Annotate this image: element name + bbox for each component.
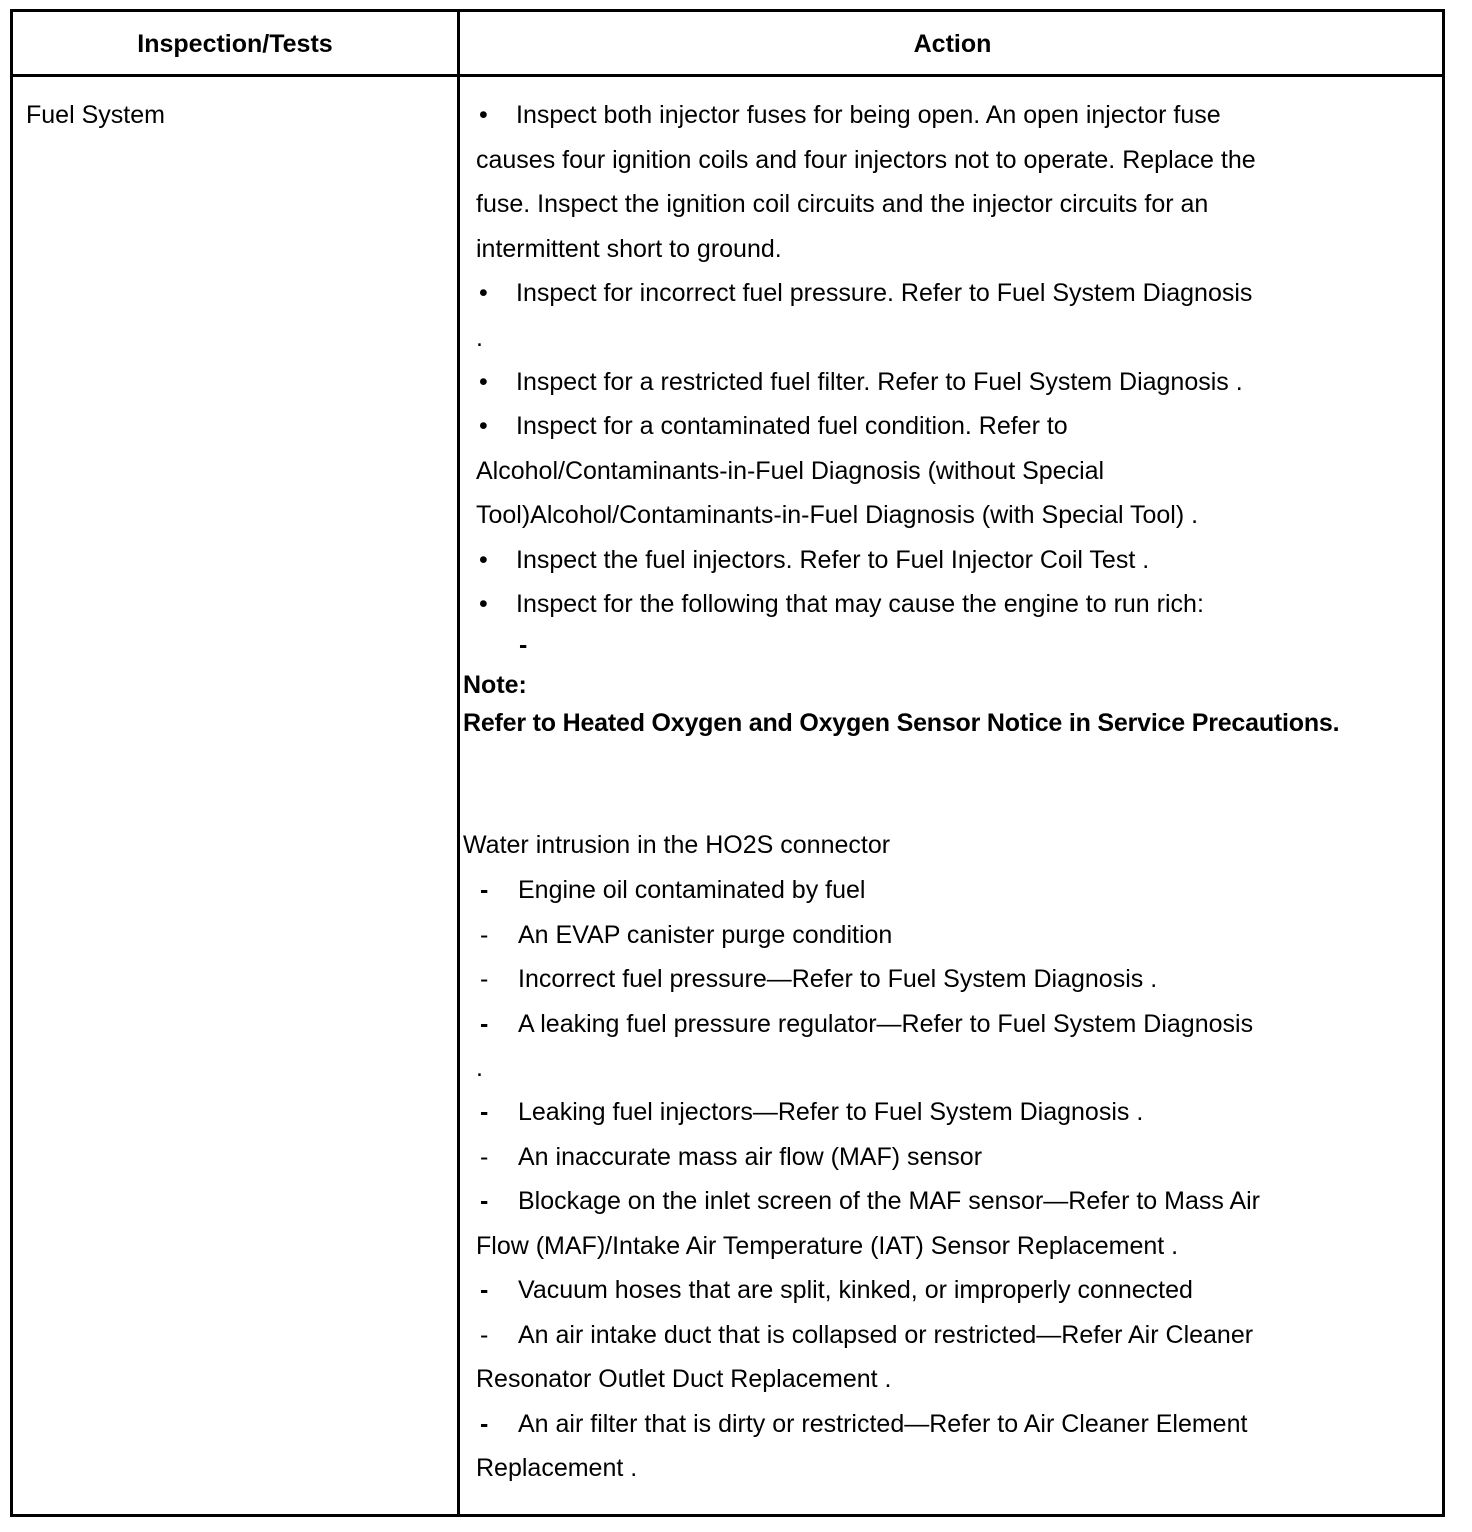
water-intrusion-item: Water intrusion in the HO2S connector xyxy=(463,831,891,859)
list-item: Inspect for the following that may cause the engine to run rich: xyxy=(516,590,1204,618)
list-item: intermittent short to ground. xyxy=(476,235,782,263)
list-item: An EVAP canister purge condition xyxy=(518,921,893,949)
row-category: Fuel System xyxy=(26,101,165,129)
dash-symbol: - xyxy=(519,631,528,659)
list-item: Alcohol/Contaminants-in-Fuel Diagnosis (without Special xyxy=(476,457,1105,485)
dash-symbol: - xyxy=(480,1410,489,1438)
header-divider xyxy=(10,74,1445,77)
list-item: Inspect the fuel injectors. Refer to Fuel Injector Coil Test . xyxy=(516,546,1150,574)
list-item: Replacement . xyxy=(476,1454,638,1482)
list-item: An air filter that is dirty or restricted—Refer to Air Cleaner Element xyxy=(518,1410,1248,1438)
dash-symbol: - xyxy=(480,921,489,949)
list-item: fuse. Inspect the ignition coil circuits and the injector circuits for an xyxy=(476,190,1209,218)
list-item: Flow (MAF)/Intake Air Temperature (IAT) Sensor Replacement . xyxy=(476,1232,1179,1260)
list-item: Resonator Outlet Duct Replacement . xyxy=(476,1365,892,1393)
note-label: Note: xyxy=(463,671,527,699)
bullet-symbol: • xyxy=(479,412,488,440)
bullet-symbol: • xyxy=(479,101,488,129)
dash-symbol: - xyxy=(480,965,489,993)
dash-symbol: - xyxy=(480,876,489,904)
bullet-symbol: • xyxy=(479,368,488,396)
header-inspection-tests: Inspection/Tests xyxy=(137,30,333,58)
bullet-symbol: • xyxy=(479,546,488,574)
dash-symbol: - xyxy=(480,1010,489,1038)
list-item: Inspect both injector fuses for being open. An open injector fuse xyxy=(516,101,1221,129)
list-item: Inspect for a restricted fuel filter. Refer to Fuel System Diagnosis . xyxy=(516,368,1243,396)
dash-symbol: - xyxy=(480,1143,489,1171)
note-text: Refer to Heated Oxygen and Oxygen Sensor Notice in Service Precautions. xyxy=(463,709,1340,737)
bullet-symbol: • xyxy=(479,590,488,618)
list-item: Blockage on the inlet screen of the MAF sensor—Refer to Mass Air xyxy=(518,1187,1261,1215)
list-item: Inspect for a contaminated fuel condition. Refer to xyxy=(516,412,1068,440)
list-item: . xyxy=(476,324,483,352)
list-item: causes four ignition coils and four injectors not to operate. Replace the xyxy=(476,146,1256,174)
list-item: An inaccurate mass air flow (MAF) sensor xyxy=(518,1143,983,1171)
dash-symbol: - xyxy=(480,1187,489,1215)
dash-symbol: - xyxy=(480,1098,489,1126)
list-item: A leaking fuel pressure regulator—Refer to Fuel System Diagnosis xyxy=(518,1010,1254,1038)
list-item: An air intake duct that is collapsed or restricted—Refer Air Cleaner xyxy=(518,1321,1254,1349)
list-item: Vacuum hoses that are split, kinked, or improperly connected xyxy=(518,1276,1193,1304)
list-item: . xyxy=(476,1054,483,1082)
list-item: Inspect for incorrect fuel pressure. Refer to Fuel System Diagnosis xyxy=(516,279,1253,307)
header-action: Action xyxy=(913,30,992,58)
list-item: Tool)Alcohol/Contaminants-in-Fuel Diagnosis (with Special Tool) . xyxy=(476,501,1199,529)
bullet-symbol: • xyxy=(479,279,488,307)
column-divider xyxy=(457,9,460,1517)
dash-symbol: - xyxy=(480,1321,489,1349)
dash-symbol: - xyxy=(480,1276,489,1304)
list-item: Leaking fuel injectors—Refer to Fuel System Diagnosis . xyxy=(518,1098,1144,1126)
list-item: Engine oil contaminated by fuel xyxy=(518,876,866,904)
list-item: Incorrect fuel pressure—Refer to Fuel System Diagnosis . xyxy=(518,965,1158,993)
